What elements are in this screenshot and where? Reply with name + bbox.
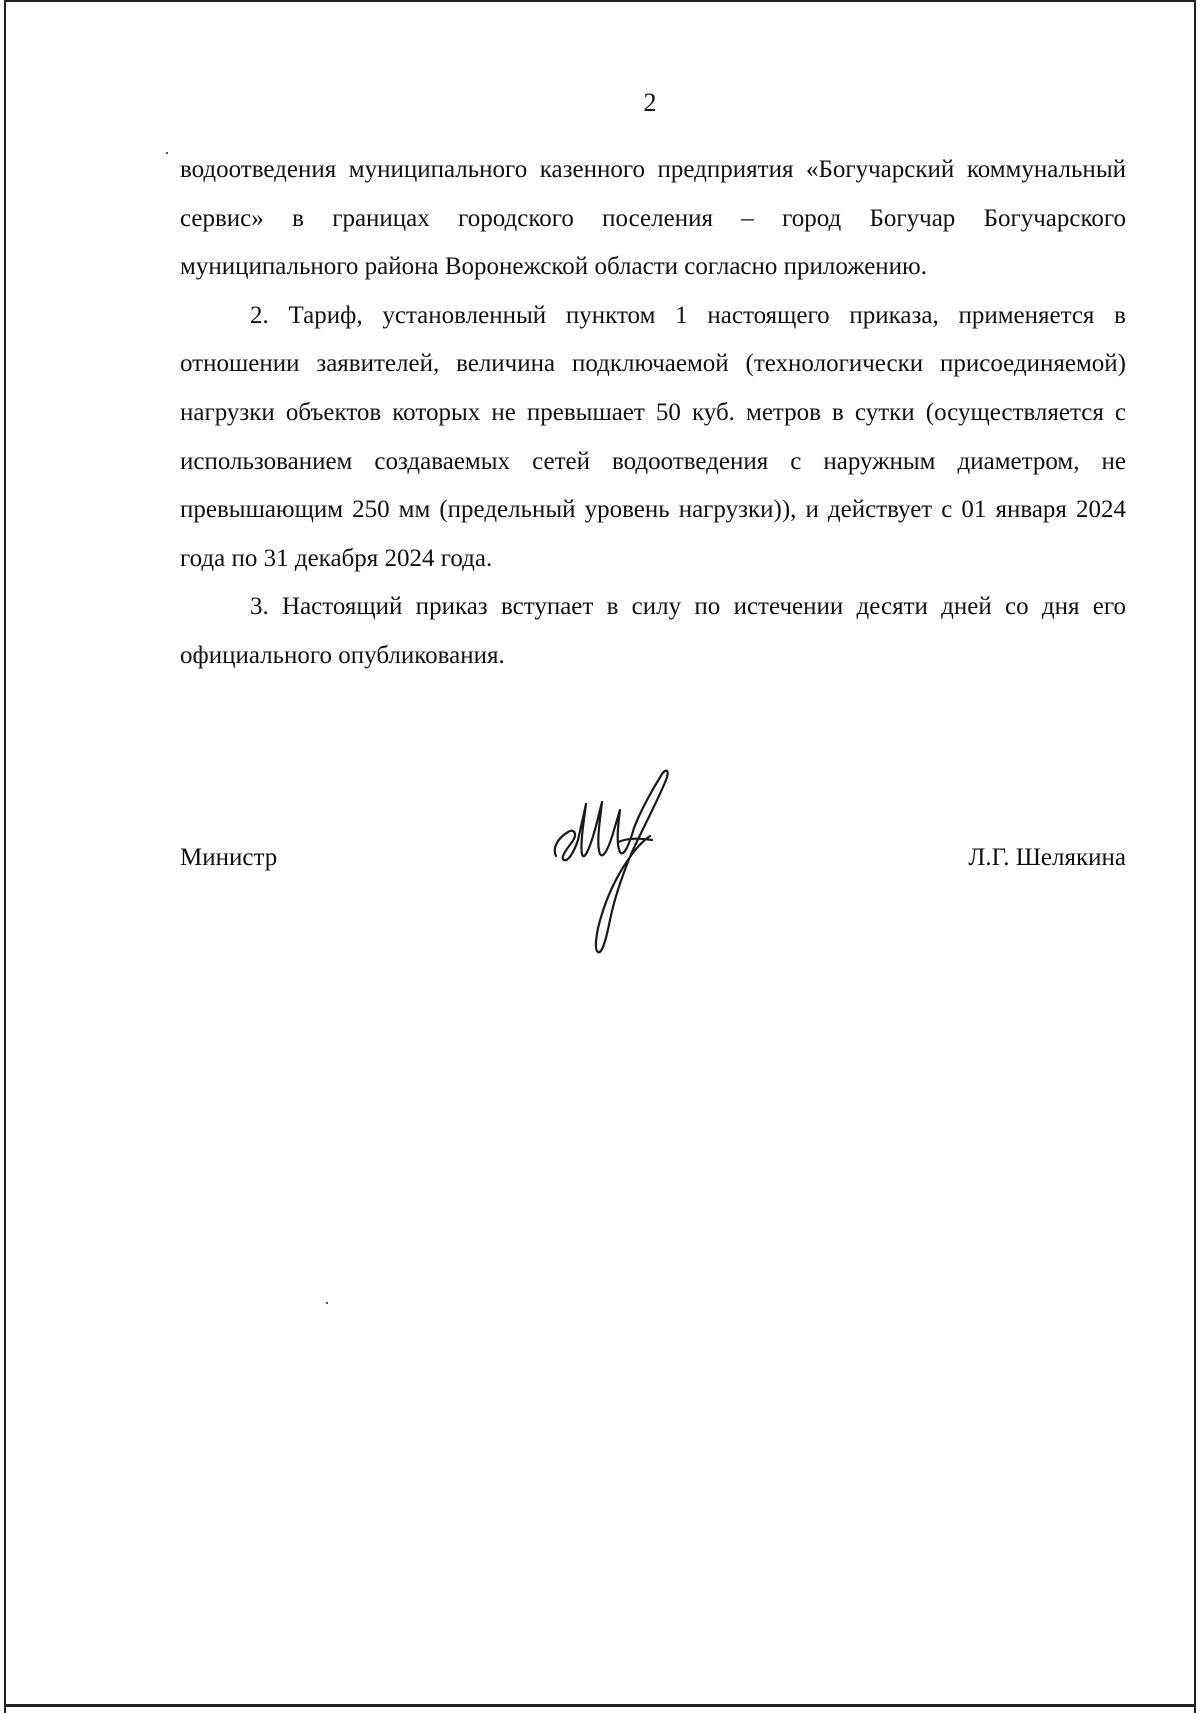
page-number: 2: [643, 88, 657, 117]
paragraph-item-3: 3. Настоящий приказ вступает в силу по истечении десяти дней со дня его официального опубликования.: [180, 593, 1126, 669]
scan-border-left: [4, 0, 6, 1713]
scan-border-top: [4, 0, 1196, 2]
signer-position: Министр: [180, 844, 278, 871]
handwritten-signature-icon: [548, 768, 678, 958]
signer-name: Л.Г. Шелякина: [968, 844, 1126, 871]
scan-speck: [326, 1302, 328, 1304]
document-body: [180, 146, 1126, 681]
scan-speck: [166, 152, 168, 154]
paragraph-item-2: 2. Тариф, установленный пунктом 1 настоящего приказа, применяется в отношении заявителей, величина подключаемой (технологически присоединяемой) нагрузки объектов которых не превышает 50 куб. метров в сутки (осуществляется с использованием создаваемых сетей водоотведения с наружным диаметром, не превышающим 250 мм (предельный уровень нагрузки)), и действует с 01 января 2024 года по 31 декабря 2024 года.: [180, 301, 1126, 572]
scan-border-bottom: [4, 1704, 1196, 1707]
scan-border-right: [1194, 0, 1196, 1713]
paragraph-continuation: водоотведения муниципального казенного предприятия «Богучарский коммунальный сервис» в границах городского поселения – город Богучар Богучарского муниципального района Воронежской области согласно приложению.: [180, 156, 1126, 281]
